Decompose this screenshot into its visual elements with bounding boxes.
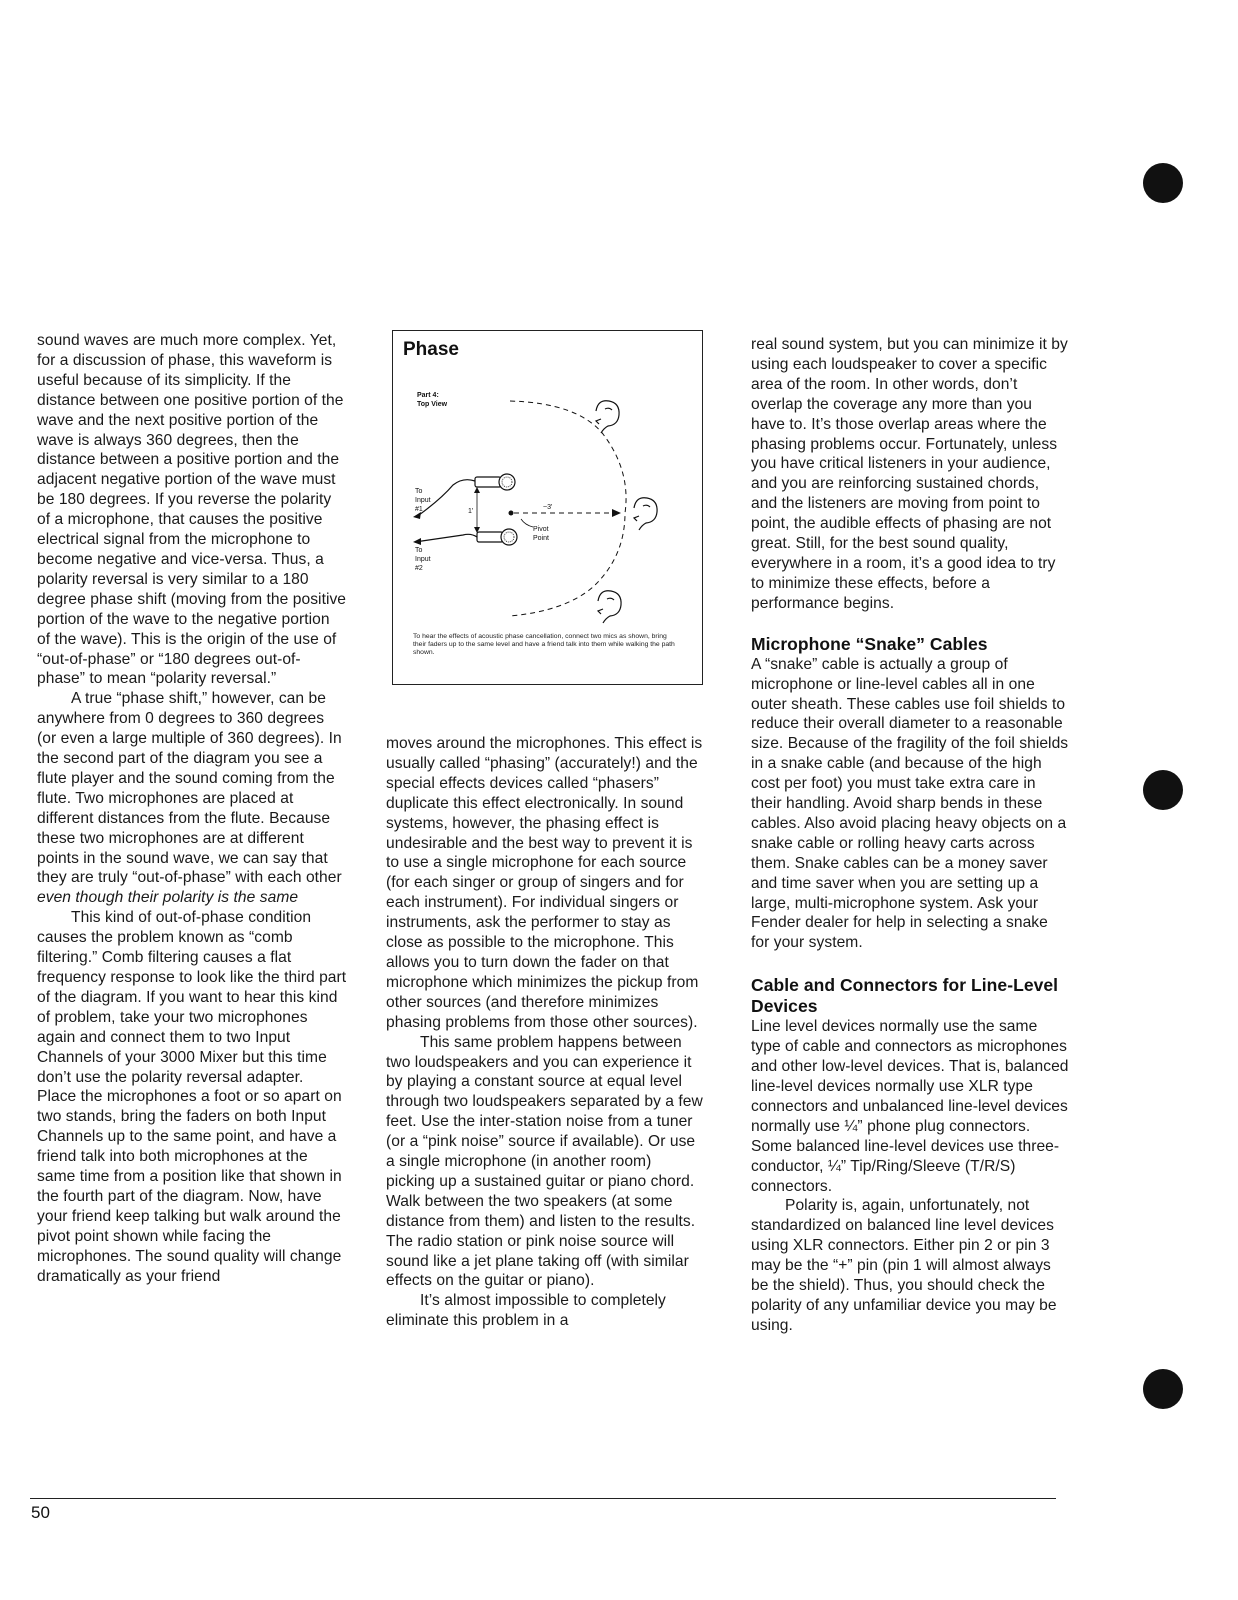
left-column [37, 331, 347, 1287]
paragraph: This same problem happens between two loudspeakers and you can experience it by playing a constant source at equal level through two loudspeakers separated by a few feet. Use the inter-station noise from a tuner (or a “pink noise” source if available). Or use a single microphone (in another room) picking up a sustained guitar or piano chord. Walk between the two speakers (at some distance from them) and listen to the results. The radio station or pink noise source will sound like a jet plane taking off (with similar effects on the guitar or piano). [386, 1033, 703, 1290]
binder-hole [1143, 163, 1183, 203]
listener-head-icon [634, 498, 657, 530]
phase-figure [392, 330, 703, 685]
middle-column [386, 734, 704, 1331]
paragraph: moves around the microphones. This effect is usually called “phasing” (accurately!) and the special effects devices called “phasers” duplicate this effect electronically. In sound systems, however, the phasing effect is undesirable and the best way to prevent it is to use a single microphone for each source (for each singer or group of singers and for each instrument). For individual singers or instruments, ask the performer to stay as close as possible to the microphone. This allows you to turn down the fader on that microphone which minimizes the pickup from other sources (and therefore minimizes phasing problems from those other sources). [386, 735, 703, 1031]
pivot-label: Pivot [533, 526, 549, 533]
paragraph: It’s almost impossible to completely eliminate this problem in a [386, 1292, 666, 1330]
input1-input-label: Input [415, 497, 431, 504]
paragraph: This kind of out-of-phase condition causes the problem known as “comb filtering.” Comb filtering causes a flat frequency response to look like the third part of the diagram. If you want to hear this kind of problem, take your two microphones again and connect them to two Input Channels of your 3000 Mixer but this time don’t use the polarity reversal adapter. Place the microphones a foot or so apart on two stands, bring the faders on both Input Channels up to the same point, and have a friend talk into both microphones at the same time from a position like that shown in the fourth part of the diagram. Now, have your friend keep talking but walk around the pivot point shown while facing the microphones. The sound quality will change dramatically as your friend [37, 909, 347, 1285]
input2-input-label: Input [415, 556, 431, 563]
spacing-arrow-icon [474, 487, 480, 493]
input1-arrow-icon [413, 512, 421, 519]
input2-number-label: #2 [415, 565, 423, 572]
input2-arrow-icon [413, 538, 421, 545]
right-column [751, 335, 1069, 1336]
view-label: Top View [417, 401, 448, 408]
input2-cable [415, 534, 477, 542]
figure-title: Phase [403, 339, 459, 360]
paragraph: real sound system, but you can minimize it by using each loudspeaker to cover a specific area of the room. In other words, don’t overlap the coverage any more than you have to. It’s those overlap areas where the phasing problems occur. Fortunately, unless you have critical listeners in your audience, and you are reinforcing sustained chords, and the listeners are moving from point to point, the audible effects of phasing are not great. Still, for the best sound quality, everywhere in a room, it’s a good idea to try to minimize these effects, before a performance begins. [751, 336, 1068, 612]
footer-rule [30, 1498, 1056, 1499]
microphone-1-icon [475, 474, 515, 490]
input1-number-label: #1 [415, 506, 423, 513]
page-number: 50 [31, 1503, 50, 1522]
paragraph: sound waves are much more complex. Yet, for a discussion of phase, this waveform is useful because of its simplicity. If the distance between one positive portion of the wave and the next positive portion of the wave is always 360 degrees, then the distance between a positive portion and the adjacent negative portion of the wave must be 180 degrees. If you reverse the polarity of a microphone, that causes the positive electrical signal from the microphone to become negative and vice-versa. Thus, a polarity reversal is very similar to a 180 degree phase shift (moving from the positive portion of the wave to the negative portion of the wave). This is the origin of the use of “out-of-phase” or “180 degrees out-of-phase” to mean “polarity reversal.” [37, 332, 347, 688]
pivot-leader-line [521, 519, 533, 527]
listener-head-icon [596, 401, 619, 433]
microphone-2-icon [477, 529, 517, 545]
binder-hole [1143, 770, 1183, 810]
paragraph [37, 689, 347, 908]
input1-to-label: To [415, 488, 423, 495]
binder-hole [1143, 1369, 1183, 1409]
figure-caption: To hear the effects of acoustic phase cancellation, connect two mics as shown, bring their faders up to the same level and have a friend talk into them while walking the path shown. [413, 633, 675, 656]
part-label: Part 4: [417, 392, 439, 399]
input2-to-label: To [415, 547, 423, 554]
pivot-point [509, 511, 514, 516]
walking-path [510, 401, 626, 616]
paragraph: A “snake” cable is actually a group of microphone or line-level cables all in one outer sheath. These cables use foil shields to reduce their overall diameter to a reasonable size. Because of the fragility of the foil shields in a snake cable (and because of the high cost per foot) you must take extra care in their handling. Avoid sharp bends in these cables. Also avoid placing heavy objects on a snake cable or rolling heavy carts across them. Snake cables can be a money saver and time saver when you are setting up a large, multi-microphone system. Ask your Fender dealer for help in selecting a snake for your system. [751, 655, 1069, 952]
paragraph: Line level devices normally use the same type of cable and connectors as microphones and other low-level devices. That is, balanced line-level devices normally use XLR type connectors and unbalanced line-level devices normally use ¼” phone plug connectors. Some balanced line-level devices use three-conductor, ¼” Tip/Ring/Sleeve (T/R/S) connectors. [751, 1018, 1069, 1195]
pivot-label: Point [533, 535, 549, 542]
section-heading: Cable and Connectors for Line-Level Devices [751, 975, 1059, 1017]
distance-arrow-icon [612, 509, 621, 517]
paragraph: Polarity is, again, unfortunately, not standardized on balanced line level devices using XLR connectors. Either pin 2 or pin 3 may be the “+” pin (pin 1 will almost always be the shield). Thus, you should check the polarity of any unfamiliar device you may be using. [751, 1197, 1057, 1334]
listener-head-icon [598, 591, 621, 623]
paragraph-text: A true “phase shift,” however, can be anywhere from 0 degrees to 360 degrees (or even a large multiple of 360 degrees). In the second part of the diagram you see a flute player and the sound coming from the flute. Two microphones are placed at different distances from the flute. Because these two microphones are at different points in the sound wave, we can say that they are truly “out-of-phase” with each other [37, 690, 342, 887]
listener-distance-label: ~3' [543, 504, 553, 511]
mic-spacing-label: 1' [468, 508, 474, 515]
emphasis-text: even though their polarity is the same [37, 889, 299, 907]
section-heading: Microphone “Snake” Cables [751, 633, 988, 654]
